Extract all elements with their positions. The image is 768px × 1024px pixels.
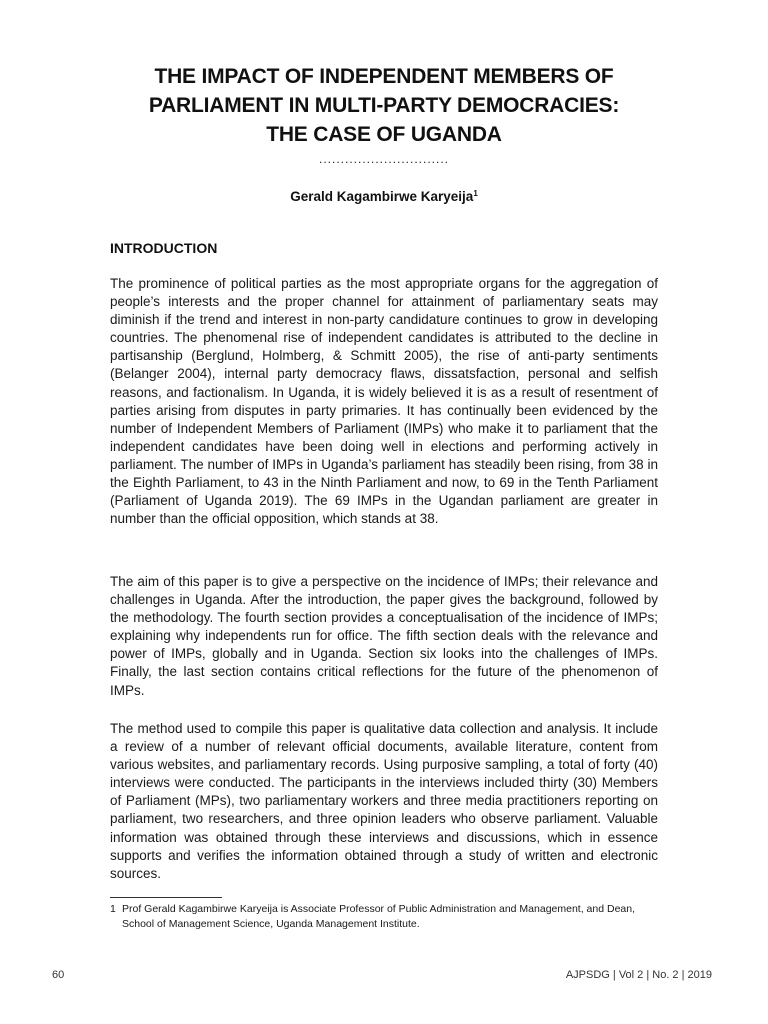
title-line-1: THE IMPACT OF INDEPENDENT MEMBERS OF [154,65,614,88]
footnote-number: 1 [110,903,116,915]
title-line-3: THE CASE OF UGANDA [266,123,502,146]
paragraph-3: The method used to compile this paper is qualitative data collection and analysis. It include a review of a number of relevant official documents, available literature, content from various websites, and parliamentary records. Using purposive sampling, a total of forty (40) interviews were conducted. The participants in the interviews included thirty (30) Members of Parliament (MPs), two parliamentary workers and three media practitioners reporting on parliament, two researchers, and three opinion leaders who observe parliament. Valuable information was obtained through these interviews and discussions, which in essence supports and verifies the information obtained through a study of written and electronic sources. [110,721,658,881]
paper-title [90,62,678,149]
footnote [110,902,658,932]
footnote-text: Prof Gerald Kagambirwe Karyeija is Associate Professor of Public Administration and Management, and Dean, School of Management Science, Uganda Management Institute. [122,903,636,930]
journal-footer: AJPSDG | Vol 2 | No. 2 | 2019 [565,969,712,981]
author-name: Gerald Kagambirwe Karyeija [290,189,474,204]
title-line-2: PARLIAMENT IN MULTI-PARTY DEMOCRACIES: [148,94,620,117]
footnote-divider [110,897,222,898]
page-number: 60 [52,969,65,981]
dotted-separator: .............................. [318,152,450,166]
author-line [0,189,768,204]
section-heading: INTRODUCTION [110,240,218,256]
paragraph-1: The prominence of political parties as the most appropriate organs for the aggregation of people’s interests and the proper channel for attainment of parliamentary seats may diminish if the trend and interest in non-party candidature continues to grow in developing countries. The phenomenal rise of independent candidates is attributed to the decline in partisanship (Berglund, Holmberg, & Schmitt 2005), the rise of anti-party sentiments (Belanger 2004), internal party democracy flaws, dissatsfaction, personal and selfish reasons, and factionalism. In Uganda, it is widely believed it is as a result of resentment of parties arising from disputes in party primaries. It has continually been evidenced by the number of Independent Members of Parliament (IMPs) who make it to parliament that the independent candidates have been doing well in elections and performing actively in parliament. The number of IMPs in Uganda’s parliament has steadily been rising, from 38 in the Eighth Parliament, to 43 in the Ninth Parliament and now, to 69 in the Tenth Parliament (Parliament of Uganda 2019). The 69 IMPs in the Ugandan parliament are greater in number than the official opposition, which stands at 38. [110,276,658,527]
author-footnote-marker: 1 [473,189,478,198]
paragraph-2: The aim of this paper is to give a perspective on the incidence of IMPs; their relevance and challenges in Uganda. After the introduction, the paper gives the background, followed by the methodology. The fourth section provides a conceptualisation of the incidence of IMPs; explaining why independents run for office. The fifth section deals with the relevance and power of IMPs, globally and in Uganda. Section six looks into the challenges of IMPs. Finally, the last section contains critical reflections for the future of the phenomenon of IMPs. [110,574,658,698]
